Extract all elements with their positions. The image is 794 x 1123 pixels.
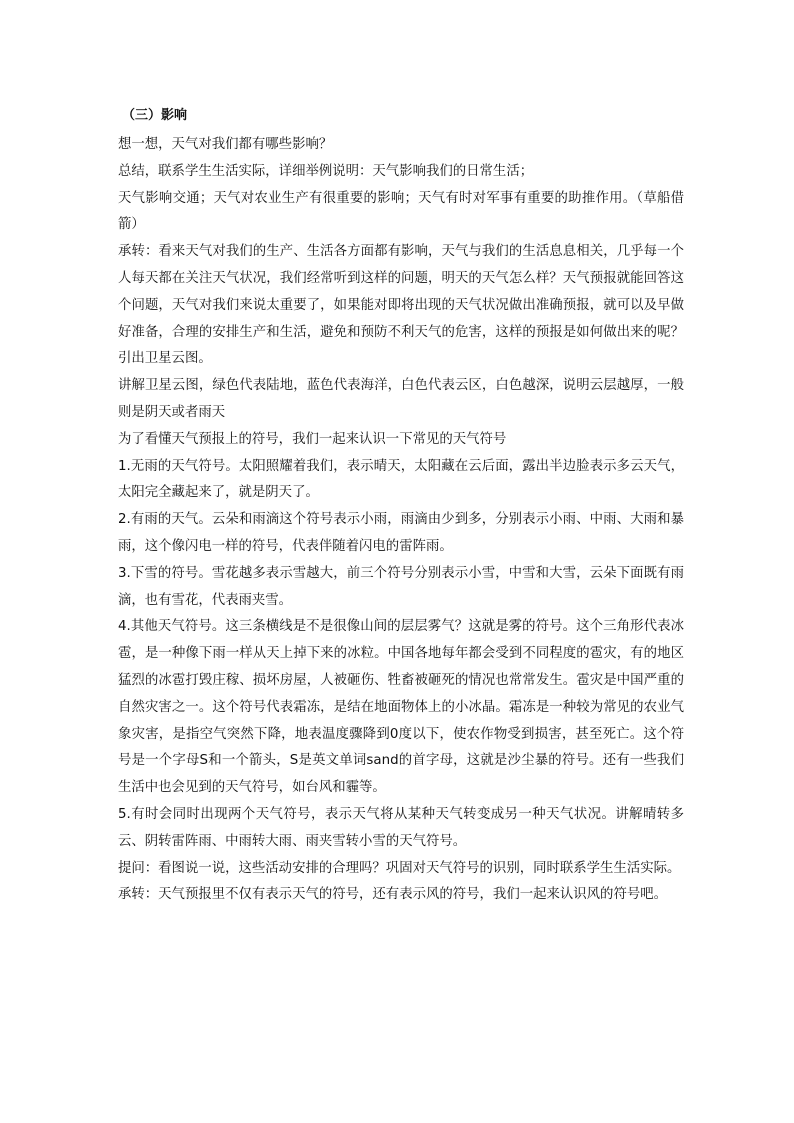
paragraph-impacts: 天气影响交通；天气对农业生产有很重要的影响；天气有时对军事有重要的助推作用。（草船借箭） <box>118 190 684 233</box>
paragraph-summary: 总结，联系学生生活实际，详细举例说明：天气影响我们的日常生活； <box>118 163 534 179</box>
paragraph-transition-wind: 承转：天气预报里不仅有表示天气的符号，还有表示风的符号，我们一起来认识风的符号吧。 <box>118 887 668 903</box>
paragraph-snow-symbols: 3.下雪的符号。雪花越多表示雪越大，前三个符号分别表示小雪，中雪和大雪，云朵下面既有雨滴，也有雪花，代表雨夹雪。 <box>118 565 684 608</box>
section-heading: （三）影响 <box>122 108 188 123</box>
paragraph-rain-symbols: 2.有雨的天气。云朵和雨滴这个符号表示小雨，雨滴由少到多，分别表示小雨、中雨、大雨和暴雨，这个像闪电一样的符号，代表伴随着闪电的雷阵雨。 <box>118 512 684 554</box>
paragraph-transition-forecast: 承转：看来天气对我们的生产、生活各方面都有影响，天气与我们的生活息息相关，几乎每一个人每天都在关注天气状况，我们经常听到这样的问题，明天的天气怎么样？天气预报就能回答这个问题，天气对我们来说太重要了，如果能对即将出现的天气状况做出准确预报，就可以及早做好准备，合理的安排生产和生活，避免和预防不利天气的危害，这样的预报是如何做出来的呢？引出卫星云图。 <box>118 244 684 367</box>
paragraph-no-rain-symbols: 1.无雨的天气符号。太阳照耀着我们，表示晴天，太阳藏在云后面，露出半边脸表示多云天气，太阳完全藏起来了，就是阴天了。 <box>118 458 684 501</box>
paragraph-combined-symbols: 5.有时会同时出现两个天气符号，表示天气将从某种天气转变成另一种天气状况。讲解晴转多云、阴转雷阵雨、中雨转大雨、雨夹雪转小雪的天气符号。 <box>118 806 684 849</box>
paragraph-symbols-intro: 为了看懂天气预报上的符号，我们一起来认识一下常见的天气符号 <box>118 431 507 447</box>
paragraph-question: 提问：看图说一说，这些活动安排的合理吗？巩固对天气符号的识别，同时联系学生生活实际。 <box>118 860 681 876</box>
paragraph-think: 想一想，天气对我们都有哪些影响？ <box>118 137 333 152</box>
paragraph-satellite-image: 讲解卫星云图，绿色代表陆地，蓝色代表海洋，白色代表云区，白色越深，说明云层越厚，一般则是阴天或者雨天 <box>118 378 684 420</box>
document-page <box>118 106 684 909</box>
paragraph-other-symbols: 4.其他天气符号。这三条横线是不是很像山间的层层雾气？这就是雾的符号。这个三角形代表冰雹，是一种像下雨一样从天上掉下来的冰粒。中国各地每年都会受到不同程度的雹灾，有的地区猛烈的冰雹打毁庄稼、损坏房屋，人被砸伤、牲畜被砸死的情况也常常发生。雹灾是中国严重的自然灾害之一。这个符号代表霜冻，是结在地面物体上的小冰晶。霜冻是一种较为常见的农业气象灾害，是指空气突然下降，地表温度骤降到0度以下，使农作物受到损害，甚至死亡。这个符号是一个字母S和一个箭头，S是英文单词sand的首字母，这就是沙尘暴的符号。还有一些我们生活中也会见到的天气符号，如台风和霾等。 <box>118 619 684 796</box>
